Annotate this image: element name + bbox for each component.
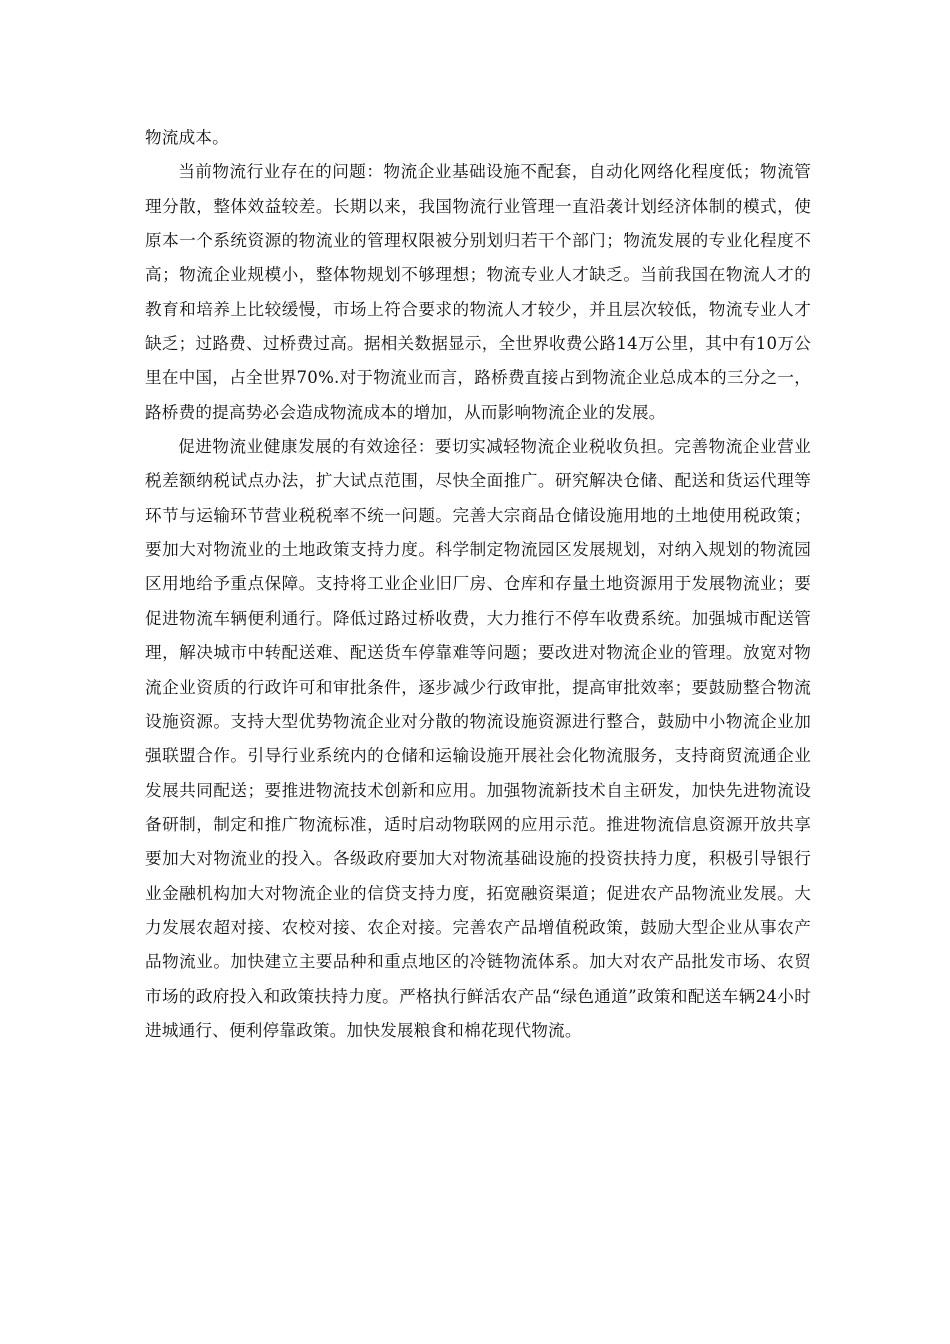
paragraph-continuation: 物流成本。 [145,128,229,147]
paragraph-development-measures: 促进物流业健康发展的有效途径：要切实减轻物流企业税收负担。完善物流企业营业税差额纳税试点办法，扩大试点范围，尽快全面推广。研究解决仓储、配送和货运代理等环节与运输环节营业税税率不统一问题。完善大宗商品仓储设施用地的土地使用税政策；要加大对物流业的土地政策支持力度。科学制定物流园区发展规划，对纳入规划的物流园区用地给予重点保障。支持将工业企业旧厂房、仓库和存量土地资源用于发展物流业；要促进物流车辆便利通行。降低过路过桥收费，大力推行不停车收费系统。加强城市配送管理，解决城市中转配送难、配送货车停靠难等问题；要改进对物流企业的管理。放宽对物流企业资质的行政许可和审批条件，逐步减少行政审批，提高审批效率；要鼓励整合物流设施资源。支持大型优势物流企业对分散的物流设施资源进行整合，鼓励中小物流企业加强联盟合作。引导行业系统内的仓储和运输设施开展社会化物流服务，支持商贸流通企业发展共同配送；要推进物流技术创新和应用。加强物流新技术自主研发，加快先进物流设备研制，制定和推广物流标准，适时启动物联网的应用示范。推进物流信息资源开放共享要加大对物流业的投入。各级政府要加大对物流基础设施的投资扶持力度，积极引导银行业金融机构加大对物流企业的信贷支持力度，拓宽融资渠道；促进农产品物流业发展。大力发展农超对接、农校对接、农企对接。完善农产品增值税政策，鼓励大型企业从事农产品物流业。加快建立主要品种和重点地区的冷链物流体系。加大对农产品批发市场、农贸市场的政府投入和政策扶持力度。严格执行鲜活农产品“绿色通道”政策和配送车辆24小时进城通行、便利停靠政策。加快发展粮食和棉花现代物流。 [145,437,811,1040]
document-body [145,121,811,1048]
paragraph-industry-problems: 当前物流行业存在的问题：物流企业基础设施不配套，自动化网络化程度低；物流管理分散，整体效益较差。长期以来，我国物流行业管理一直沿袭计划经济体制的模式，使原本一个系统资源的物流业的管理权限被分别划归若干个部门；物流发展的专业化程度不高；物流企业规模小，整体物规划不够理想；物流专业人才缺乏。当前我国在物流人才的教育和培养上比较缓慢，市场上符合要求的物流人才较少，并且层次较低，物流专业人才缺乏；过路费、过桥费过高。据相关数据显示，全世界收费公路14万公里，其中有10万公里在中国，占全世界70%.对于物流业而言，路桥费直接占到物流企业总成本的三分之一，路桥费的提高势必会造成物流成本的增加，从而影响物流企业的发展。 [145,162,811,422]
